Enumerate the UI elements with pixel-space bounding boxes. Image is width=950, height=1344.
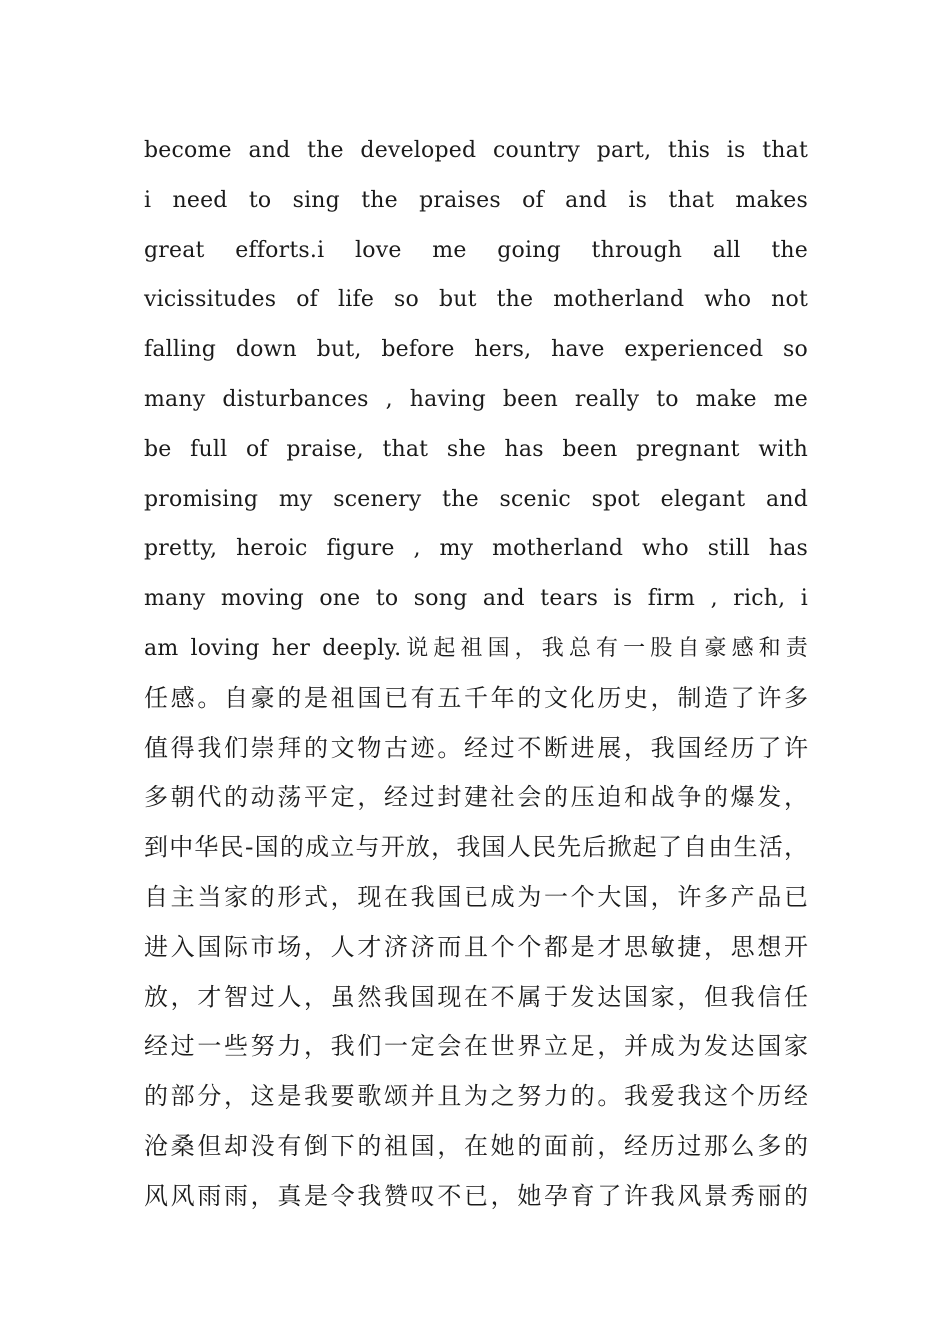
text-line: many disturbances , having been really to make me: [144, 386, 808, 412]
text-line: 自主当家的形式，现在我国已成为一个大国，许多产品已: [144, 882, 808, 911]
text-line: become and the developed country part, this is that: [144, 138, 808, 163]
text-line: pretty, heroic figure , my motherland who still has: [144, 536, 808, 562]
text-line: i need to sing the praises of and is that makes: [144, 187, 808, 213]
text-line: 沧桑但却没有倒下的祖国，在她的面前，经历过那么多的: [144, 1131, 808, 1160]
text-line: 风风雨雨，真是令我赞叹不已，她孕育了许我风景秀丽的: [144, 1181, 808, 1210]
text-line: 多朝代的动荡平定，经过封建社会的压迫和战争的爆发，: [144, 783, 808, 812]
text-line: 放，才智过人，虽然我国现在不属于发达国家，但我信任: [144, 982, 808, 1011]
body-text: [144, 126, 808, 1222]
text-line: 任感。自豪的是祖国已有五千年的文化历史，制造了许多: [144, 683, 808, 712]
text-line: falling down but, before hers, have experienced so: [144, 337, 808, 363]
text-line: 到中华民-国的成立与开放，我国人民先后掀起了自由生活，: [144, 833, 808, 862]
text-line: great efforts.i love me going through all the: [144, 237, 808, 263]
text-line: vicissitudes of life so but the motherland who not: [144, 287, 808, 313]
text-line: promising my scenery the scenic spot elegant and: [144, 486, 808, 512]
text-line: 值得我们崇拜的文物古迹。经过不断进展，我国经历了许: [144, 733, 808, 762]
text-line: many moving one to song and tears is firm , rich, i: [144, 586, 808, 612]
text-line: 进入国际市场，人才济济而且个个都是才思敏捷，思想开: [144, 932, 808, 961]
text-line: 经过一些努力，我们一定会在世界立足，并成为发达国家: [144, 1032, 808, 1061]
text-line: 的部分，这是我要歌颂并且为之努力的。我爱我这个历经: [144, 1082, 808, 1111]
text-line: be full of praise, that she has been pregnant with: [144, 436, 808, 462]
text-line: am loving her deeply.说起祖国，我总有一股自豪感和责: [144, 635, 808, 661]
